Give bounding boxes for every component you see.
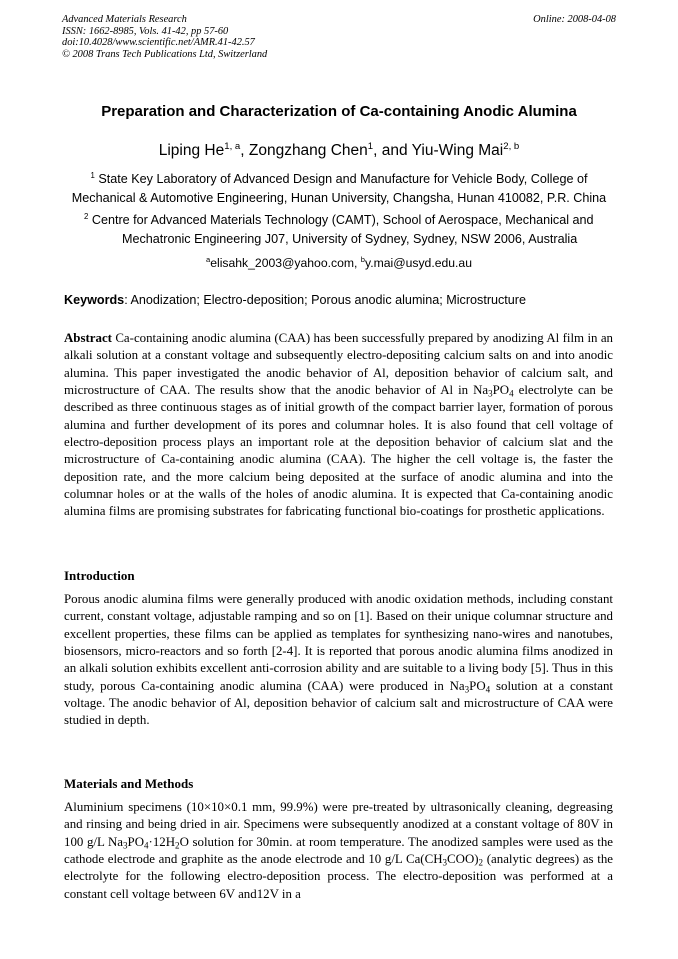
subscript: 3 xyxy=(442,857,448,868)
online-date: Online: 2008-04-08 xyxy=(533,14,616,25)
methods-text: PO xyxy=(127,834,145,849)
affiliation-line: Mechatronic Engineering J07, University of Sydney, Sydney, NSW 2006, Australia xyxy=(122,232,578,246)
abstract-text: Ca-containing anodic alumina (CAA) has been successfully prepared by anodizing Al film in an alkali solution at a constant voltage and subsequently electro-depositing calcium salts on and into anodic alumina. This paper investigated the anodic behavior of Al, deposition behavior of calcium salt, and microstructure of CAA. The results show that the anodic behavior of Al in Na xyxy=(64,331,613,398)
keywords xyxy=(64,293,526,307)
subscript: 3 xyxy=(123,839,128,850)
keywords-label: Keywords xyxy=(64,293,125,307)
email-address[interactable]: elisahk_2003@yahoo.com, xyxy=(210,256,361,270)
abstract-label: Abstract xyxy=(64,331,112,345)
subscript: 2 xyxy=(175,839,180,850)
journal-header xyxy=(62,14,616,60)
subscript: 4 xyxy=(509,388,514,399)
author-sup: 1, a xyxy=(224,140,241,152)
intro-text: PO xyxy=(469,678,486,693)
introduction-paragraph xyxy=(64,591,613,730)
intro-text: Porous anodic alumina films were generally produced with anodic oxidation methods, including constant current, constant voltage, adjustable ramping and so on [1]. Based on their unique columnar structure and excellent properties, these films can be applied as templates for synthesizing nano-wires and nanotubes, biosensors, micro-reactors and so forth [2-4]. It is reported that porous anodic alumina films anodized in an alkali solution exhibits excellent anti-corrosion ability and are suitable to a living body [5]. Thus in this study, porous Ca-containing anodic alumina (CAA) were produced in Na xyxy=(64,592,613,693)
author-name: , Zongzhang Chen xyxy=(240,142,368,159)
email-sup: b xyxy=(360,255,365,265)
methods-paragraph xyxy=(64,799,613,903)
abstract-text: PO xyxy=(492,383,510,398)
subscript: 3 xyxy=(464,683,470,694)
affiliation-line: Mechanical & Automotive Engineering, Hunan University, Changsha, Hunan 410082, P.R. China xyxy=(71,191,607,205)
methods-text: Aluminium specimens (10×10×0.1 mm, 99.9%) were pre-treated by ultrasonically cleaning, degreasing and rinsing and being dried in air. Specimens were subsequently anodized at a constant voltage of 80V in 100 g/L Na xyxy=(64,800,613,849)
methods-text: O solution for 30min. at room temperature. The anodized samples were used as the cathode electrode and graphite as the anode electrode and 10 g/L Ca(CH xyxy=(64,834,613,867)
author-sup: 2, b xyxy=(503,140,520,152)
affiliation-2 xyxy=(84,211,614,249)
section-heading-introduction: Introduction xyxy=(64,568,135,583)
subscript: 2 xyxy=(478,857,484,868)
subscript: 4 xyxy=(144,839,149,850)
affiliation-line: State Key Laboratory of Advanced Design and Manufacture for Vehicle Body, College of xyxy=(98,172,588,186)
paper-title: Preparation and Characterization of Ca-containing Anodic Alumina xyxy=(101,103,577,120)
email-sup: a xyxy=(206,255,211,265)
abstract-paragraph xyxy=(64,330,613,521)
keywords-text: : Anodization; Electro-deposition; Porous anodic alumina; Microstructure xyxy=(124,293,527,307)
affiliation-1 xyxy=(64,170,614,208)
email-line xyxy=(0,256,678,270)
copyright-line: © 2008 Trans Tech Publications Ltd, Switzerland xyxy=(62,48,268,60)
doi-line: doi:10.4028/www.scientific.net/AMR.41-42.57 xyxy=(62,37,255,49)
methods-text: ·12H xyxy=(148,834,176,849)
issn-line: ISSN: 1662-8985, Vols. 41-42, pp 57-60 xyxy=(62,25,229,37)
journal-name: Advanced Materials Research xyxy=(62,14,187,25)
intro-text: solution at a constant voltage. The anodic behavior of Al, deposition behavior of calcium salt and microstructure of CAA were studied in depth. xyxy=(64,678,613,728)
methods-text: COO) xyxy=(447,852,479,867)
affiliation-sup: 2 xyxy=(84,211,89,221)
affiliation-sup: 1 xyxy=(90,170,95,180)
methods-text: (analytic degrees) as the electrolyte for the following electro-deposition process. The electro-deposition was performed at a constant cell voltage between 6V and12V in a xyxy=(64,852,613,901)
subscript: 4 xyxy=(485,683,491,694)
author-name: Liping He xyxy=(158,142,225,159)
email-address[interactable]: y.mai@usyd.edu.au xyxy=(365,256,472,270)
author-name: , and Yiu-Wing Mai xyxy=(373,142,504,159)
author-sup: 1 xyxy=(367,140,374,152)
affiliation-line: Centre for Advanced Materials Technology (CAMT), School of Aerospace, Mechanical and xyxy=(91,213,594,227)
section-heading-methods: Materials and Methods xyxy=(64,776,194,791)
subscript: 3 xyxy=(488,388,493,399)
author-list xyxy=(0,142,678,160)
abstract-text: electrolyte can be described as three continuous stages as of initial growth of the compact barrier layer, formation of porous alumina and further development of its pores and columnar holes. It is also found that cell voltage of electro-deposition process plays an important role at the deposition behavior of calcium slat and the microstructure of Ca-containing anodic alumina (CAA). The higher the cell voltage is, the faster the deposition rate, and the more calcium being deposited at the surface of anodic alumina and into the columnar holes or at the walls of the holes of anodic alumina. It is expected that Ca-containing anodic alumina films are promising substrates for fabricating functional bio-coatings for prosthetic applications. xyxy=(64,383,613,519)
